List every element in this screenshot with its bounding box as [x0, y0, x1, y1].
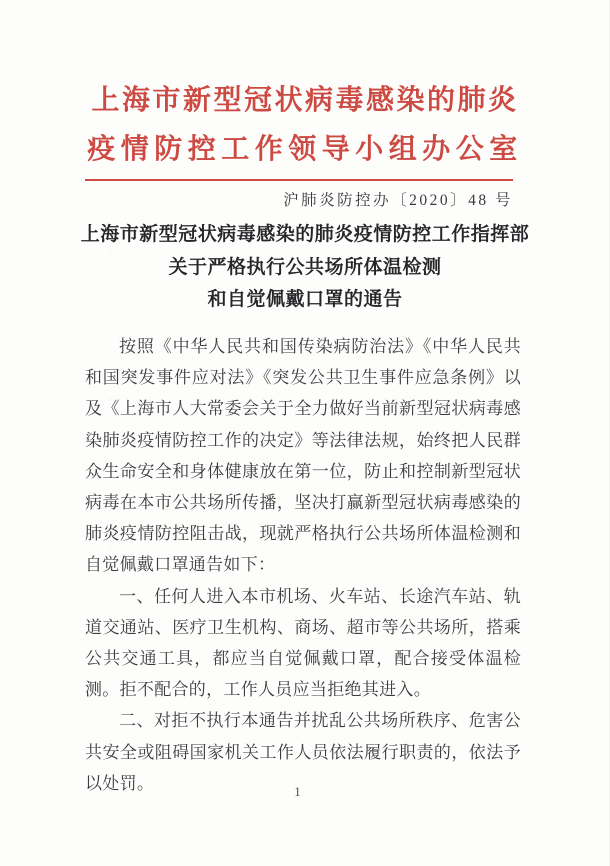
letterhead-line-2: 疫情防控工作领导小组办公室 — [87, 134, 523, 165]
body-paragraph-item-2: 二、对拒不执行本通告并扰乱公共场所秩序、危害公共安全或阻碍国家机关工作人员依法履行职责的，依法予以处罚。 — [85, 711, 521, 793]
document-number: 沪肺炎防控办〔2020〕48 号 — [283, 192, 513, 209]
red-divider-line — [85, 179, 513, 181]
notice-title — [40, 219, 570, 317]
letterhead-line-1: 上海市新型冠状病毒感染的肺炎 — [91, 85, 519, 116]
body-paragraph-item-1: 一、任何人进入本市机场、火车站、长途汽车站、轨道交通站、医疗卫生机构、商场、超市等公共场所，搭乘公共交通工具，都应当自觉佩戴口罩，配合接受体温检测。拒不配合的，工作人员应当拒绝其进入。 — [85, 586, 521, 700]
letterhead — [0, 76, 610, 174]
notice-body — [85, 331, 521, 799]
notice-title-line-2: 关于严格执行公共场所体温检测 — [168, 256, 442, 278]
notice-title-line-3: 和自觉佩戴口罩的通告 — [207, 289, 403, 310]
page-number: 1 — [294, 785, 301, 799]
notice-title-line-1: 上海市新型冠状病毒感染的肺炎疫情防控工作指挥部 — [80, 224, 530, 245]
body-paragraph-preamble: 按照《中华人民共和国传染病防治法》《中华人民共和国突发事件应对法》《突发公共卫生事件应急条例》以及《上海市人大常委会关于全力做好当前新型冠状病毒感染肺炎疫情防控工作的决定》等法律法规，始终把人民群众生命安全和身体健康放在第一位，防止和控制新型冠状病毒在本市公共场所传播，坚决打赢新型冠状病毒感染的肺炎疫情防控阻击战，现就严格执行公共场所体温检测和自觉佩戴口罩通告如下： — [85, 337, 521, 575]
